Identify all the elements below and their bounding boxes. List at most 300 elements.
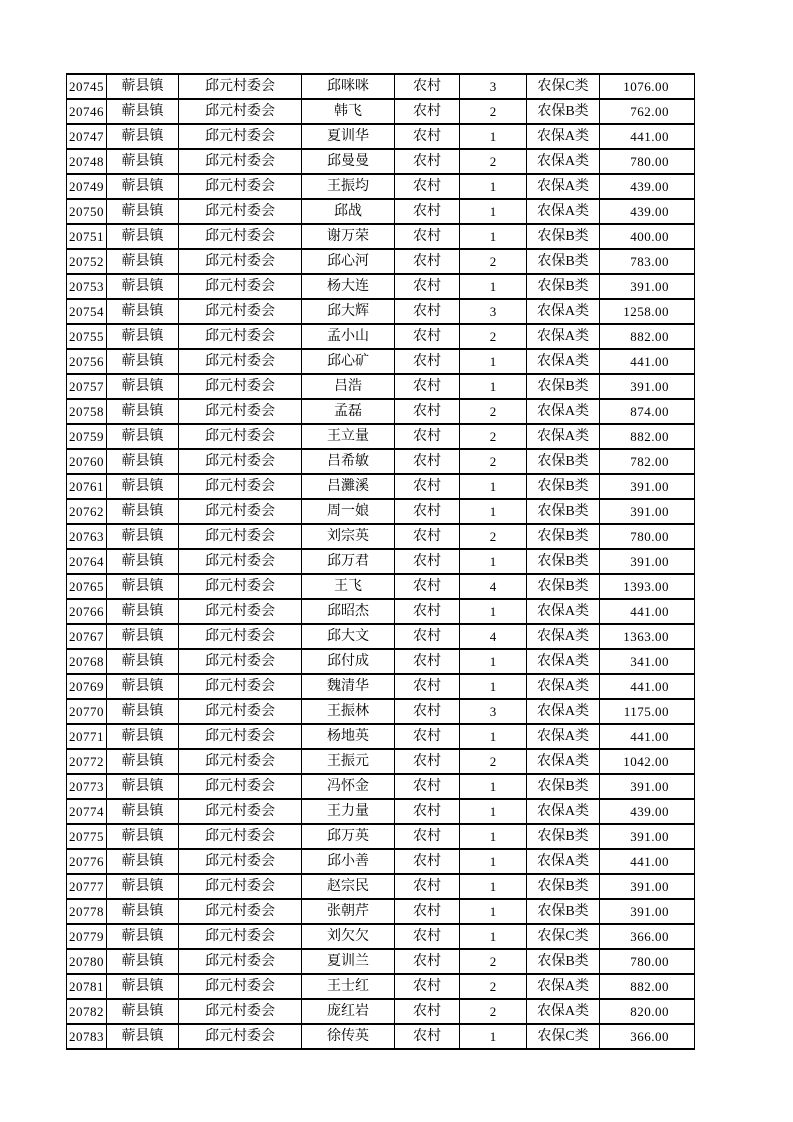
cell-name: 孟磊 xyxy=(302,399,395,424)
cell-village: 邱元村委会 xyxy=(179,774,302,799)
cell-serial: 20778 xyxy=(67,899,107,924)
cell-amount: 1363.00 xyxy=(600,624,695,649)
cell-name: 王振均 xyxy=(302,174,395,199)
cell-count: 1 xyxy=(460,174,527,199)
cell-category: 农村 xyxy=(395,474,460,499)
cell-type: 农保A类 xyxy=(527,749,600,774)
cell-village: 邱元村委会 xyxy=(179,124,302,149)
cell-type: 农保A类 xyxy=(527,174,600,199)
cell-name: 徐传英 xyxy=(302,1024,395,1049)
cell-village: 邱元村委会 xyxy=(179,224,302,249)
cell-village: 邱元村委会 xyxy=(179,74,302,99)
cell-serial: 20765 xyxy=(67,574,107,599)
cell-count: 1 xyxy=(460,849,527,874)
cell-type: 农保A类 xyxy=(527,624,600,649)
cell-serial: 20772 xyxy=(67,749,107,774)
cell-count: 4 xyxy=(460,574,527,599)
cell-town: 蕲县镇 xyxy=(107,324,179,349)
cell-amount: 391.00 xyxy=(600,549,695,574)
cell-amount: 391.00 xyxy=(600,774,695,799)
cell-name: 张朝芹 xyxy=(302,899,395,924)
cell-town: 蕲县镇 xyxy=(107,899,179,924)
table-row xyxy=(67,149,695,174)
cell-town: 蕲县镇 xyxy=(107,749,179,774)
cell-type: 农保B类 xyxy=(527,374,600,399)
cell-count: 2 xyxy=(460,424,527,449)
cell-serial: 20746 xyxy=(67,99,107,124)
cell-village: 邱元村委会 xyxy=(179,449,302,474)
cell-count: 1 xyxy=(460,274,527,299)
cell-serial: 20768 xyxy=(67,649,107,674)
table-row xyxy=(67,749,695,774)
table-row xyxy=(67,449,695,474)
cell-town: 蕲县镇 xyxy=(107,949,179,974)
cell-amount: 780.00 xyxy=(600,149,695,174)
cell-amount: 439.00 xyxy=(600,199,695,224)
cell-category: 农村 xyxy=(395,624,460,649)
cell-type: 农保B类 xyxy=(527,949,600,974)
cell-serial: 20757 xyxy=(67,374,107,399)
cell-count: 1 xyxy=(460,824,527,849)
cell-village: 邱元村委会 xyxy=(179,849,302,874)
cell-count: 1 xyxy=(460,474,527,499)
cell-village: 邱元村委会 xyxy=(179,824,302,849)
cell-amount: 400.00 xyxy=(600,224,695,249)
table-row xyxy=(67,74,695,99)
cell-type: 农保B类 xyxy=(527,449,600,474)
cell-type: 农保B类 xyxy=(527,274,600,299)
cell-type: 农保B类 xyxy=(527,224,600,249)
table-row xyxy=(67,199,695,224)
cell-town: 蕲县镇 xyxy=(107,124,179,149)
cell-town: 蕲县镇 xyxy=(107,724,179,749)
table-row xyxy=(67,824,695,849)
cell-category: 农村 xyxy=(395,399,460,424)
cell-town: 蕲县镇 xyxy=(107,974,179,999)
cell-amount: 341.00 xyxy=(600,649,695,674)
cell-category: 农村 xyxy=(395,749,460,774)
cell-type: 农保A类 xyxy=(527,674,600,699)
cell-name: 王士红 xyxy=(302,974,395,999)
cell-category: 农村 xyxy=(395,549,460,574)
cell-count: 1 xyxy=(460,549,527,574)
cell-village: 邱元村委会 xyxy=(179,174,302,199)
table-row xyxy=(67,374,695,399)
cell-name: 邱小善 xyxy=(302,849,395,874)
cell-name: 邱心矿 xyxy=(302,349,395,374)
cell-type: 农保B类 xyxy=(527,899,600,924)
table-row xyxy=(67,774,695,799)
cell-village: 邱元村委会 xyxy=(179,274,302,299)
cell-town: 蕲县镇 xyxy=(107,824,179,849)
table-row xyxy=(67,174,695,199)
cell-category: 农村 xyxy=(395,674,460,699)
cell-town: 蕲县镇 xyxy=(107,349,179,374)
cell-category: 农村 xyxy=(395,274,460,299)
cell-name: 王力量 xyxy=(302,799,395,824)
cell-category: 农村 xyxy=(395,424,460,449)
cell-name: 王立量 xyxy=(302,424,395,449)
cell-type: 农保A类 xyxy=(527,349,600,374)
cell-type: 农保A类 xyxy=(527,199,600,224)
cell-type: 农保B类 xyxy=(527,99,600,124)
cell-amount: 780.00 xyxy=(600,524,695,549)
cell-type: 农保A类 xyxy=(527,399,600,424)
table-row xyxy=(67,624,695,649)
cell-village: 邱元村委会 xyxy=(179,549,302,574)
cell-town: 蕲县镇 xyxy=(107,849,179,874)
cell-serial: 20759 xyxy=(67,424,107,449)
cell-amount: 391.00 xyxy=(600,874,695,899)
cell-name: 王振林 xyxy=(302,699,395,724)
cell-type: 农保A类 xyxy=(527,649,600,674)
cell-count: 3 xyxy=(460,699,527,724)
cell-town: 蕲县镇 xyxy=(107,799,179,824)
cell-serial: 20763 xyxy=(67,524,107,549)
cell-serial: 20752 xyxy=(67,249,107,274)
cell-category: 农村 xyxy=(395,849,460,874)
cell-category: 农村 xyxy=(395,224,460,249)
cell-serial: 20770 xyxy=(67,699,107,724)
cell-serial: 20771 xyxy=(67,724,107,749)
cell-name: 邱咪咪 xyxy=(302,74,395,99)
cell-village: 邱元村委会 xyxy=(179,624,302,649)
cell-village: 邱元村委会 xyxy=(179,649,302,674)
cell-town: 蕲县镇 xyxy=(107,399,179,424)
cell-type: 农保B类 xyxy=(527,774,600,799)
cell-town: 蕲县镇 xyxy=(107,699,179,724)
table-row xyxy=(67,699,695,724)
cell-town: 蕲县镇 xyxy=(107,549,179,574)
cell-amount: 441.00 xyxy=(600,724,695,749)
cell-serial: 20782 xyxy=(67,999,107,1024)
table-row xyxy=(67,1024,695,1049)
cell-name: 刘宗英 xyxy=(302,524,395,549)
table-row xyxy=(67,274,695,299)
cell-category: 农村 xyxy=(395,74,460,99)
table-row xyxy=(67,874,695,899)
cell-amount: 1175.00 xyxy=(600,699,695,724)
cell-count: 1 xyxy=(460,1024,527,1049)
cell-type: 农保A类 xyxy=(527,124,600,149)
table-row xyxy=(67,474,695,499)
cell-category: 农村 xyxy=(395,199,460,224)
cell-town: 蕲县镇 xyxy=(107,999,179,1024)
cell-village: 邱元村委会 xyxy=(179,299,302,324)
cell-type: 农保B类 xyxy=(527,574,600,599)
cell-category: 农村 xyxy=(395,924,460,949)
cell-category: 农村 xyxy=(395,649,460,674)
table-row xyxy=(67,999,695,1024)
cell-village: 邱元村委会 xyxy=(179,799,302,824)
cell-name: 王飞 xyxy=(302,574,395,599)
cell-village: 邱元村委会 xyxy=(179,474,302,499)
cell-town: 蕲县镇 xyxy=(107,574,179,599)
cell-serial: 20754 xyxy=(67,299,107,324)
cell-serial: 20779 xyxy=(67,924,107,949)
cell-serial: 20777 xyxy=(67,874,107,899)
cell-serial: 20773 xyxy=(67,774,107,799)
cell-name: 夏训华 xyxy=(302,124,395,149)
cell-serial: 20783 xyxy=(67,1024,107,1049)
table-row xyxy=(67,349,695,374)
cell-count: 2 xyxy=(460,749,527,774)
cell-amount: 391.00 xyxy=(600,474,695,499)
cell-category: 农村 xyxy=(395,449,460,474)
cell-name: 邱昭杰 xyxy=(302,599,395,624)
cell-name: 邱大文 xyxy=(302,624,395,649)
cell-count: 1 xyxy=(460,649,527,674)
cell-amount: 441.00 xyxy=(600,599,695,624)
cell-amount: 820.00 xyxy=(600,999,695,1024)
cell-town: 蕲县镇 xyxy=(107,224,179,249)
cell-count: 1 xyxy=(460,374,527,399)
table-row xyxy=(67,424,695,449)
cell-village: 邱元村委会 xyxy=(179,99,302,124)
cell-serial: 20748 xyxy=(67,149,107,174)
cell-amount: 780.00 xyxy=(600,949,695,974)
cell-name: 杨大连 xyxy=(302,274,395,299)
cell-count: 1 xyxy=(460,499,527,524)
cell-category: 农村 xyxy=(395,324,460,349)
cell-amount: 882.00 xyxy=(600,324,695,349)
cell-count: 2 xyxy=(460,399,527,424)
cell-name: 邱心河 xyxy=(302,249,395,274)
cell-amount: 1042.00 xyxy=(600,749,695,774)
cell-type: 农保A类 xyxy=(527,724,600,749)
cell-type: 农保B类 xyxy=(527,474,600,499)
cell-category: 农村 xyxy=(395,374,460,399)
table-row xyxy=(67,124,695,149)
cell-category: 农村 xyxy=(395,299,460,324)
table-row xyxy=(67,549,695,574)
cell-village: 邱元村委会 xyxy=(179,974,302,999)
cell-town: 蕲县镇 xyxy=(107,924,179,949)
table-row xyxy=(67,574,695,599)
cell-count: 2 xyxy=(460,324,527,349)
cell-name: 吕灘溪 xyxy=(302,474,395,499)
cell-name: 邱曼曼 xyxy=(302,149,395,174)
cell-count: 1 xyxy=(460,674,527,699)
cell-category: 农村 xyxy=(395,949,460,974)
cell-type: 农保A类 xyxy=(527,599,600,624)
cell-type: 农保B类 xyxy=(527,499,600,524)
cell-category: 农村 xyxy=(395,699,460,724)
cell-village: 邱元村委会 xyxy=(179,599,302,624)
cell-type: 农保B类 xyxy=(527,549,600,574)
cell-amount: 1258.00 xyxy=(600,299,695,324)
cell-category: 农村 xyxy=(395,249,460,274)
cell-town: 蕲县镇 xyxy=(107,499,179,524)
cell-count: 1 xyxy=(460,774,527,799)
cell-category: 农村 xyxy=(395,574,460,599)
cell-amount: 439.00 xyxy=(600,799,695,824)
cell-count: 2 xyxy=(460,149,527,174)
cell-type: 农保B类 xyxy=(527,524,600,549)
cell-count: 1 xyxy=(460,899,527,924)
cell-amount: 882.00 xyxy=(600,424,695,449)
cell-serial: 20755 xyxy=(67,324,107,349)
cell-town: 蕲县镇 xyxy=(107,774,179,799)
cell-name: 杨地英 xyxy=(302,724,395,749)
cell-type: 农保A类 xyxy=(527,974,600,999)
cell-serial: 20745 xyxy=(67,74,107,99)
cell-amount: 439.00 xyxy=(600,174,695,199)
cell-town: 蕲县镇 xyxy=(107,199,179,224)
cell-serial: 20753 xyxy=(67,274,107,299)
cell-village: 邱元村委会 xyxy=(179,574,302,599)
cell-serial: 20761 xyxy=(67,474,107,499)
cell-serial: 20766 xyxy=(67,599,107,624)
cell-village: 邱元村委会 xyxy=(179,949,302,974)
cell-town: 蕲县镇 xyxy=(107,149,179,174)
table-row xyxy=(67,974,695,999)
cell-name: 冯怀金 xyxy=(302,774,395,799)
cell-village: 邱元村委会 xyxy=(179,524,302,549)
cell-type: 农保B类 xyxy=(527,249,600,274)
cell-town: 蕲县镇 xyxy=(107,374,179,399)
cell-village: 邱元村委会 xyxy=(179,399,302,424)
cell-town: 蕲县镇 xyxy=(107,624,179,649)
cell-serial: 20769 xyxy=(67,674,107,699)
cell-type: 农保A类 xyxy=(527,849,600,874)
cell-town: 蕲县镇 xyxy=(107,599,179,624)
cell-town: 蕲县镇 xyxy=(107,74,179,99)
table-row xyxy=(67,599,695,624)
table-row xyxy=(67,399,695,424)
table-row xyxy=(67,499,695,524)
cell-type: 农保A类 xyxy=(527,149,600,174)
cell-category: 农村 xyxy=(395,974,460,999)
cell-name: 邱付成 xyxy=(302,649,395,674)
cell-type: 农保A类 xyxy=(527,999,600,1024)
cell-category: 农村 xyxy=(395,899,460,924)
cell-serial: 20780 xyxy=(67,949,107,974)
cell-category: 农村 xyxy=(395,824,460,849)
cell-count: 1 xyxy=(460,199,527,224)
cell-name: 韩飞 xyxy=(302,99,395,124)
cell-count: 2 xyxy=(460,249,527,274)
cell-town: 蕲县镇 xyxy=(107,299,179,324)
cell-name: 孟小山 xyxy=(302,324,395,349)
cell-name: 庞红岩 xyxy=(302,999,395,1024)
cell-count: 1 xyxy=(460,724,527,749)
cell-count: 1 xyxy=(460,924,527,949)
cell-serial: 20750 xyxy=(67,199,107,224)
cell-village: 邱元村委会 xyxy=(179,374,302,399)
cell-village: 邱元村委会 xyxy=(179,874,302,899)
table-row xyxy=(67,249,695,274)
cell-amount: 441.00 xyxy=(600,124,695,149)
cell-village: 邱元村委会 xyxy=(179,499,302,524)
cell-amount: 882.00 xyxy=(600,974,695,999)
cell-count: 2 xyxy=(460,449,527,474)
cell-type: 农保C类 xyxy=(527,1024,600,1049)
cell-name: 谢万荣 xyxy=(302,224,395,249)
cell-amount: 1076.00 xyxy=(600,74,695,99)
cell-category: 农村 xyxy=(395,124,460,149)
cell-name: 吕浩 xyxy=(302,374,395,399)
cell-name: 邱万英 xyxy=(302,824,395,849)
cell-name: 夏训兰 xyxy=(302,949,395,974)
table-row xyxy=(67,99,695,124)
cell-category: 农村 xyxy=(395,99,460,124)
cell-type: 农保C类 xyxy=(527,924,600,949)
cell-serial: 20774 xyxy=(67,799,107,824)
cell-count: 1 xyxy=(460,349,527,374)
cell-name: 邱战 xyxy=(302,199,395,224)
cell-town: 蕲县镇 xyxy=(107,274,179,299)
cell-serial: 20776 xyxy=(67,849,107,874)
cell-type: 农保A类 xyxy=(527,424,600,449)
table-row xyxy=(67,299,695,324)
table-row xyxy=(67,724,695,749)
cell-type: 农保A类 xyxy=(527,299,600,324)
cell-name: 王振元 xyxy=(302,749,395,774)
cell-town: 蕲县镇 xyxy=(107,99,179,124)
cell-count: 2 xyxy=(460,974,527,999)
cell-count: 1 xyxy=(460,224,527,249)
cell-name: 周一娘 xyxy=(302,499,395,524)
cell-count: 1 xyxy=(460,599,527,624)
cell-town: 蕲县镇 xyxy=(107,474,179,499)
cell-town: 蕲县镇 xyxy=(107,449,179,474)
cell-category: 农村 xyxy=(395,1024,460,1049)
cell-category: 农村 xyxy=(395,774,460,799)
cell-town: 蕲县镇 xyxy=(107,524,179,549)
cell-count: 2 xyxy=(460,999,527,1024)
cell-count: 2 xyxy=(460,524,527,549)
cell-serial: 20758 xyxy=(67,399,107,424)
cell-village: 邱元村委会 xyxy=(179,1024,302,1049)
cell-town: 蕲县镇 xyxy=(107,424,179,449)
cell-amount: 1393.00 xyxy=(600,574,695,599)
cell-village: 邱元村委会 xyxy=(179,724,302,749)
cell-amount: 874.00 xyxy=(600,399,695,424)
cell-amount: 782.00 xyxy=(600,449,695,474)
cell-village: 邱元村委会 xyxy=(179,349,302,374)
cell-serial: 20767 xyxy=(67,624,107,649)
cell-type: 农保B类 xyxy=(527,824,600,849)
cell-category: 农村 xyxy=(395,524,460,549)
cell-town: 蕲县镇 xyxy=(107,874,179,899)
table-row xyxy=(67,849,695,874)
cell-amount: 391.00 xyxy=(600,499,695,524)
cell-serial: 20749 xyxy=(67,174,107,199)
table-row xyxy=(67,949,695,974)
cell-count: 1 xyxy=(460,124,527,149)
cell-type: 农保A类 xyxy=(527,324,600,349)
cell-serial: 20747 xyxy=(67,124,107,149)
cell-amount: 441.00 xyxy=(600,349,695,374)
cell-amount: 391.00 xyxy=(600,274,695,299)
cell-serial: 20756 xyxy=(67,349,107,374)
cell-village: 邱元村委会 xyxy=(179,749,302,774)
cell-category: 农村 xyxy=(395,874,460,899)
table-row xyxy=(67,224,695,249)
table-row xyxy=(67,799,695,824)
cell-category: 农村 xyxy=(395,724,460,749)
table-row xyxy=(67,924,695,949)
cell-category: 农村 xyxy=(395,349,460,374)
cell-type: 农保A类 xyxy=(527,799,600,824)
cell-village: 邱元村委会 xyxy=(179,999,302,1024)
cell-name: 邱大辉 xyxy=(302,299,395,324)
cell-serial: 20760 xyxy=(67,449,107,474)
cell-amount: 441.00 xyxy=(600,849,695,874)
cell-category: 农村 xyxy=(395,499,460,524)
cell-count: 1 xyxy=(460,799,527,824)
